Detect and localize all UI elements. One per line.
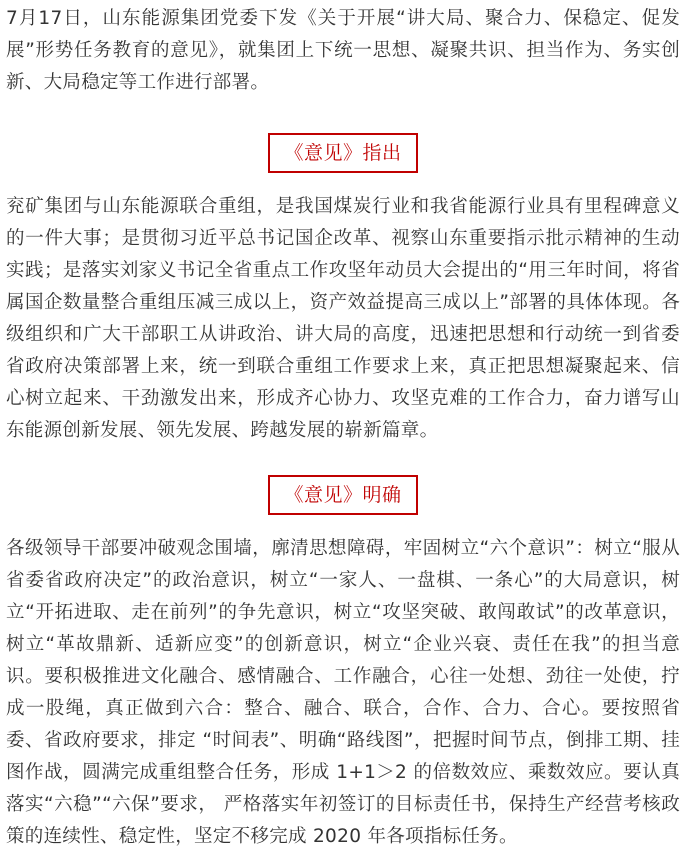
intro-paragraph: 7月17日，山东能源集团党委下发《关于开展“讲大局、聚合力、保稳定、促发展”形势任务教育的意见》，就集团上下统一思想、凝聚共识、担当作为、务实创新、大局稳定等工作进行部署。 xyxy=(6,8,680,93)
section-2-paragraph: 各级领导干部要冲破观念围墙，廓清思想障碍，牢固树立“六个意识”：树立“服从省委省政府决定”的政治意识，树立“一家人、一盘棋、一条心”的大局意识，树立“开拓进取、走在前列”的争先意识，树立“攻坚突破、敢闯敢试”的改革意识，树立“革故鼎新、适新应变”的创新意识，树立“企业兴衰、责任在我”的担当意识。要积极推进文化融合、感情融合、工作融合，心往一处想、劲往一处使，拧成一股绳，真正做到六合：整合、融合、联合，合作、合力、合心。要按照省委、省政府要求，排定 “时间表”、明确“路线图”，把握时间节点，倒排工期、挂图作战，圆满完成重组整合任务，形成 1+1＞2 的倍数效应、乘数效应。要认真落实“六稳”“六保”要求， 严格落实年初签订的目标责任书，保持生产经营考核政策的连续性、稳定性，坚定不移完成 2020 年各项指标任务。 xyxy=(6,538,680,847)
heading-verb: 指出 xyxy=(362,142,402,164)
section-1-paragraph: 兖矿集团与山东能源联合重组，是我国煤炭行业和我省能源行业具有里程碑意义的一件大事；是贯彻习近平总书记国企改革、视察山东重要指示批示精神的生动实践；是落实刘家义书记全省重点工作攻坚年动员大会提出的“用三年时间，将省属国企数量整合重组压减三成以上，资产效益提高三成以上”部署的具体体现。各级组织和广大干部职工从讲政治、讲大局的高度，迅速把思想和行动统一到省委省政府决策部署上来，统一到联合重组工作要求上来，真正把思想凝聚起来、信心树立起来、干劲激发出来，形成齐心协力、攻坚克难的工作合力，奋力谱写山东能源创新发展、领先发展、跨越发展的崭新篇章。 xyxy=(6,196,680,441)
section-heading-2 xyxy=(6,475,680,515)
heading-doc-name: 《意见》 xyxy=(284,142,363,164)
section-heading-1 xyxy=(6,133,680,173)
heading-box-1 xyxy=(268,133,417,173)
heading-doc-name: 《意见》 xyxy=(284,484,363,506)
heading-verb: 明确 xyxy=(362,484,402,506)
heading-box-2 xyxy=(268,475,417,515)
